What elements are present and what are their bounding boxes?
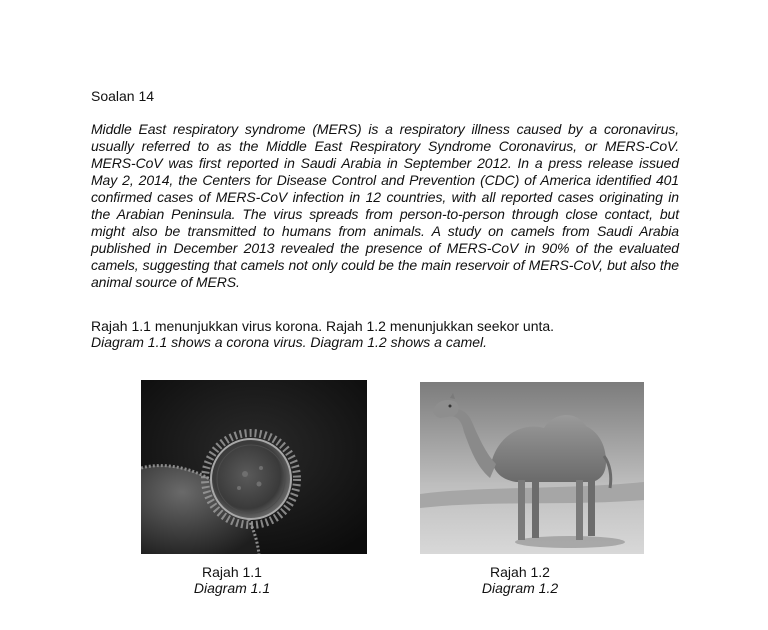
camel-image — [420, 382, 644, 554]
question-number: Soalan 14 — [91, 88, 155, 104]
passage-text: Middle East respiratory syndrome (MERS) is a respiratory illness caused by a coronavirus, usually referred to as the Middle East Respiratory Syndrome Coronavirus, or MERS-CoV. MERS-CoV was first reported in Saudi Arabia in September 2012. In a press release issued May 2, 2014, the Centers for Disease Control and Prevention (CDC) of America identified 401 confirmed cases of MERS-CoV infection in 12 countries, with all reported cases originating in the Arabian Peninsula. The virus spreads from person-to-person through close contact, but might also be transmitted to humans from animals. A study on camels from Saudi Arabia published in December 2013 revealed the presence of MERS-CoV in 90% of the evaluated camels, suggesting that camels not only could be the main reservoir of MERS-CoV, but also the animal source of MERS. — [91, 121, 679, 290]
caption-malay: Rajah 1.2 — [490, 564, 550, 580]
intro-malay: Rajah 1.1 menunjukkan virus korona. Rajah 1.2 menunjukkan seekor unta. — [91, 318, 555, 334]
caption-english: Diagram 1.1 — [193, 580, 271, 596]
coronavirus-image — [141, 380, 367, 554]
caption-diagram-1-1 — [152, 564, 312, 596]
caption-malay: Rajah 1.1 — [202, 564, 262, 580]
coronavirus-micrograph — [141, 380, 367, 554]
camel-photo — [420, 382, 644, 554]
intro-english: Diagram 1.1 shows a corona virus. Diagram 1.2 shows a camel. — [91, 334, 488, 350]
caption-diagram-1-2 — [440, 564, 600, 596]
caption-english: Diagram 1.2 — [481, 580, 559, 596]
